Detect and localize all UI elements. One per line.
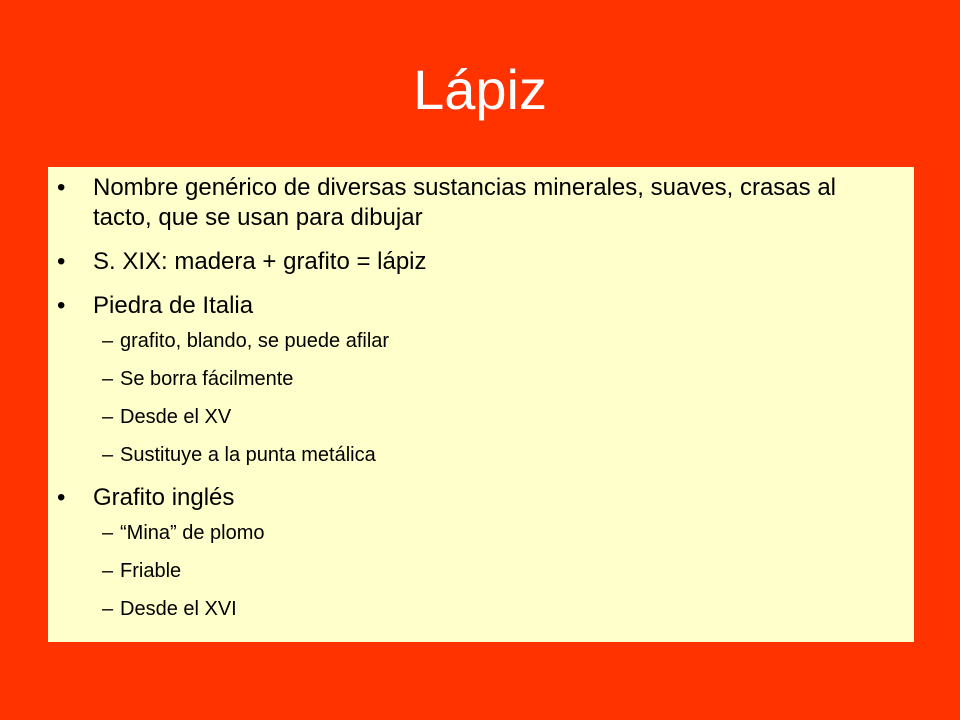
sub-bullet-list (93, 329, 894, 467)
sub-bullet-item (48, 405, 894, 429)
dash-marker: – (102, 406, 114, 428)
bullet-item (48, 291, 894, 467)
sub-bullet-list (93, 521, 894, 621)
sub-bullet-item (48, 559, 894, 583)
dash-marker: – (102, 330, 114, 352)
sub-bullet-item (48, 329, 894, 353)
sub-bullet-item (48, 597, 894, 621)
dash-marker: – (102, 522, 114, 544)
bullet-list (48, 173, 894, 621)
sub-bullet-text: Friable (120, 560, 182, 582)
dash-marker: – (102, 444, 114, 466)
dash-marker: – (102, 560, 114, 582)
sub-bullet-text: Desde el XVI (120, 598, 237, 620)
bullet-item (48, 483, 894, 621)
sub-bullet-text: grafito, blando, se puede afilar (120, 330, 390, 352)
dash-marker: – (102, 368, 114, 390)
sub-bullet-text: Sustituye a la punta metálica (120, 444, 376, 466)
sub-bullet-text: “Mina” de plomo (120, 522, 265, 544)
bullet-text: Nombre genérico de diversas sustancias minerales, suaves, crasas al tacto, que se usan para dibujar (93, 174, 837, 231)
bullet-marker: • (57, 248, 66, 275)
sub-bullet-item (48, 443, 894, 467)
sub-bullet-text: Desde el XV (120, 406, 232, 428)
slide-title: Lápiz (413, 58, 547, 121)
bullet-item (48, 247, 894, 277)
bullet-marker: • (57, 292, 66, 319)
bullet-marker: • (57, 174, 66, 201)
bullet-item (48, 173, 894, 233)
sub-bullet-item (48, 367, 894, 391)
dash-marker: – (102, 598, 114, 620)
bullet-text: Piedra de Italia (93, 292, 254, 319)
bullet-text: Grafito inglés (93, 484, 235, 511)
sub-bullet-item (48, 521, 894, 545)
content-box (48, 167, 914, 642)
sub-bullet-text: Se borra fácilmente (120, 368, 294, 390)
bullet-text: S. XIX: madera + grafito = lápiz (93, 248, 427, 275)
bullet-marker: • (57, 484, 66, 511)
